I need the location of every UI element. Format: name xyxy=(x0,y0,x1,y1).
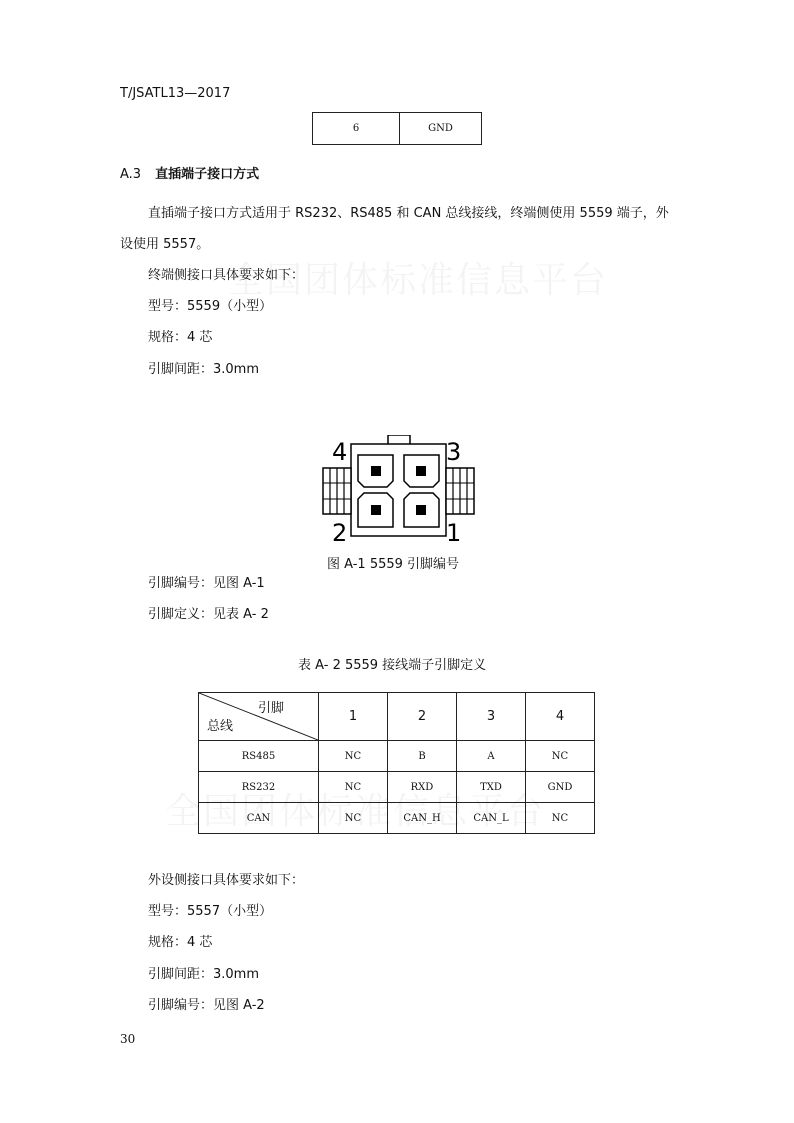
terminal-pitch: 引脚间距：3.0mm xyxy=(148,362,260,377)
pin-numbering-ref: 引脚编号：见图 A-1 xyxy=(148,576,265,591)
table-header-row xyxy=(199,693,595,741)
page-number: 30 xyxy=(120,1032,136,1046)
pin-label-4: 4 xyxy=(332,438,348,466)
column-header: 1 xyxy=(319,693,388,741)
peripheral-numbering: 引脚编号：见图 A-2 xyxy=(148,998,265,1013)
table-cell: NC xyxy=(319,772,388,803)
table-cell: RXD xyxy=(388,772,457,803)
table-cell: NC xyxy=(526,741,595,772)
corner-label-pin: 引脚 xyxy=(257,701,284,716)
column-header: 4 xyxy=(526,693,595,741)
pin-number-cell: 6 xyxy=(313,113,400,145)
pin-definition-cell: GND xyxy=(400,113,482,145)
pin-label-1: 1 xyxy=(446,519,462,543)
terminal-spec: 规格：4 芯 xyxy=(148,330,213,345)
bus-name-cell: CAN xyxy=(199,803,319,834)
document-code: T/JSATL13—2017 xyxy=(120,86,231,101)
bus-name-cell: RS485 xyxy=(199,741,319,772)
terminal-heading: 终端侧接口具体要求如下： xyxy=(148,268,305,283)
table-cell: TXD xyxy=(457,772,526,803)
peripheral-pitch: 引脚间距：3.0mm xyxy=(148,967,260,982)
column-header: 2 xyxy=(388,693,457,741)
section-title: 直插端子接口方式 xyxy=(155,167,260,182)
connector-5559-figure xyxy=(318,435,478,543)
peripheral-model: 型号：5557（小型） xyxy=(148,904,273,919)
corner-label-bus: 总线 xyxy=(207,719,234,734)
column-header: 3 xyxy=(457,693,526,741)
intro-line-1: 直插端子接口方式适用于 RS232、RS485 和 CAN 总线接线，终端侧使用 5559 端子，外 xyxy=(148,206,669,221)
peripheral-heading: 外设侧接口具体要求如下： xyxy=(148,873,305,888)
table-cell: CAN_L xyxy=(457,803,526,834)
table-cell: B xyxy=(388,741,457,772)
watermark-text xyxy=(228,252,608,303)
table-title: 表 A- 2 5559 接线端子引脚定义 xyxy=(298,658,487,673)
continued-pin-table xyxy=(312,112,482,145)
bus-name-cell: RS232 xyxy=(199,772,319,803)
section-number: A.3 xyxy=(120,167,142,182)
pin-label-3: 3 xyxy=(446,438,462,466)
table-cell: GND xyxy=(526,772,595,803)
intro-line-2: 设使用 5557。 xyxy=(120,237,210,252)
watermark-text xyxy=(165,783,545,834)
table-cell: NC xyxy=(526,803,595,834)
peripheral-spec: 规格：4 芯 xyxy=(148,935,213,950)
section-heading xyxy=(120,163,259,182)
table-cell: NC xyxy=(319,803,388,834)
pin-label-2: 2 xyxy=(332,519,348,543)
figure-caption: 图 A-1 5559 引脚编号 xyxy=(327,557,460,572)
corner-cell xyxy=(199,693,319,741)
table-cell: NC xyxy=(319,741,388,772)
pin-definition-ref: 引脚定义：见表 A- 2 xyxy=(148,607,269,622)
table-cell: CAN_H xyxy=(388,803,457,834)
connector-drawing xyxy=(318,435,478,543)
terminal-model: 型号：5559（小型） xyxy=(148,299,273,314)
table-cell: A xyxy=(457,741,526,772)
table-row xyxy=(199,741,595,772)
